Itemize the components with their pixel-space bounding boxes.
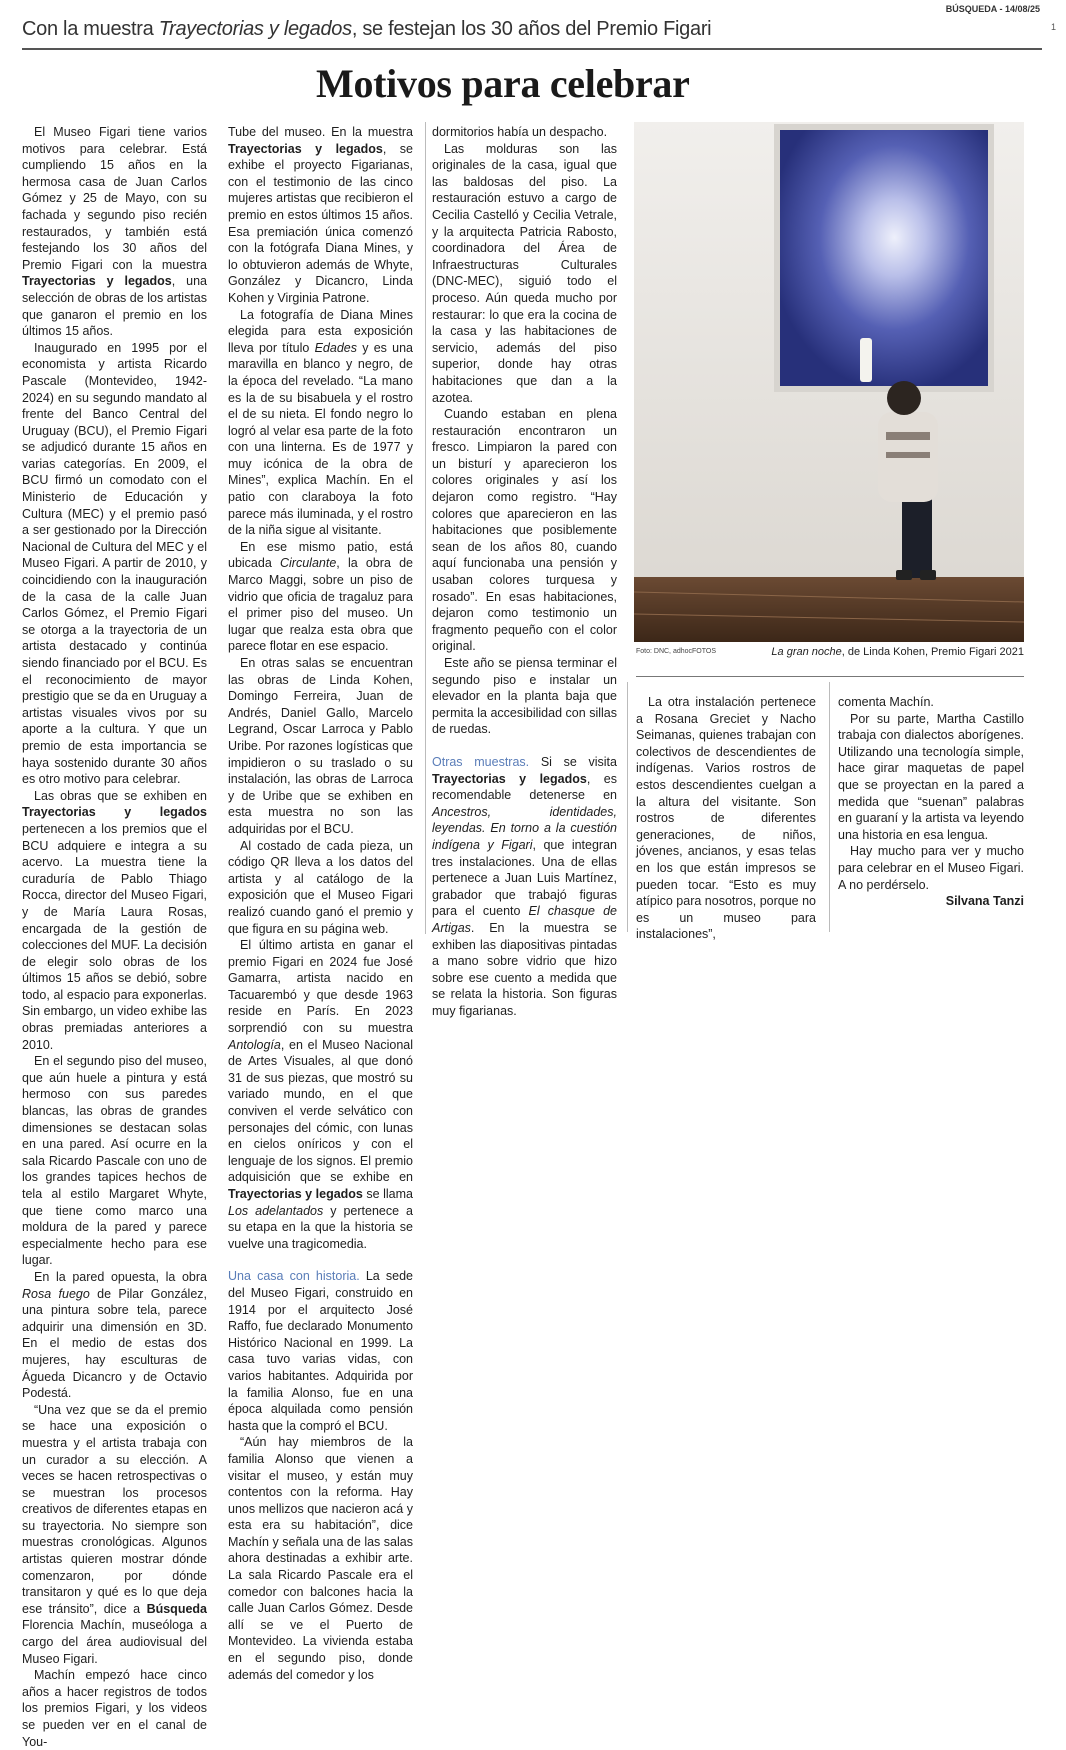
subhead: Una casa con historia. bbox=[228, 1269, 360, 1284]
paragraph: En el segundo piso del museo, que aún huele a pintura y está hermoso con sus paredes blancas, las obras de grandes dimensiones se destacan solas en una pared. Así ocurre en la sala Ricardo Pascale con uno de los grandes tapices hechos de tela al estilo Margaret Whyte, que tiene como marco una moldura de la pared y parece especialmente hecho para ese lugar. bbox=[22, 1054, 207, 1268]
corner-mark: 1 bbox=[1050, 22, 1056, 32]
paragraph: En otras salas se encuentran las obras de Linda Kohen, Domingo Ferreira, Juan de Andrés, Daniel Gallo, Marcelo Legrand, Oscar Larroca y Pablo Uribe. Por razones logísticas que impidieron o su traslado o su instalación, las obras de Larroca y de Uribe que se exhiben en esta muestra no son las adquiridas por el BCU. bbox=[228, 656, 413, 836]
column-rule bbox=[425, 122, 426, 934]
paragraph: La fotografía de Diana Mines elegida para esta exposición lleva por título Edades y es una maravilla en blanco y negro, de la época del revelado. “La mano es la de su bisabuela y el rostro el de su nieta. El fondo negro lo logró al velar esa parte de la foto con una linterna. Es de 1977 y muy icónica de la obra de Mines”, explica Machín. En el patio con claraboya la foto parece más iluminada, y el rostro de la niña sigue al visitante. bbox=[228, 307, 413, 538]
photo-caption: La gran noche, de Linda Kohen, Premio Figari 2021 bbox=[771, 646, 1024, 658]
paragraph: En la pared opuesta, la obra Rosa fuego de Pilar González, una pintura sobre tela, parece adquirir una dimensión en 3D. En el medio de estas dos mujeres, hay esculturas de Águeda Dicancro y de Octavio Podestá. bbox=[22, 1269, 208, 1401]
paragraph: dormitorios había un despacho. bbox=[432, 125, 608, 139]
paragraph: Tube del museo. En la muestra Trayectorias y legados, se exhibe el proyecto Figarianas, con el testimonio de las cinco mujeres artistas que recibieron el premio en estos últimos 15 años. Esa premiación única comenzó con la fotógrafa Diana Mines, y lo obtuvieron además de Whyte, González y Dicancro, Linda Kohen y Virginia Patrone. bbox=[228, 125, 413, 305]
column-rule bbox=[829, 682, 830, 932]
article-column-2 bbox=[228, 124, 413, 1683]
kicker bbox=[22, 18, 711, 41]
paragraph: En ese mismo patio, está ubicada Circulante, la obra de Marco Maggi, sobre un piso de vidrio que oficia de tragaluz para el primer piso del museo. Un lugar que realza esta obra que parece flotar en ese espacio. bbox=[228, 539, 413, 654]
article-photo bbox=[634, 122, 1024, 642]
article-column-1 bbox=[22, 124, 207, 1750]
kicker-em: Trayectorias y legados bbox=[158, 18, 352, 40]
paragraph: Machín empezó hace cinco años a hacer registros de todos los premios Figari, y los videos se pueden ver en el canal de You- bbox=[22, 1668, 207, 1749]
kicker-post: , se festejan los 30 años del Premio Figari bbox=[351, 18, 712, 40]
caption-rule bbox=[636, 676, 1024, 677]
kicker-rule bbox=[22, 48, 1042, 50]
article-column-5 bbox=[838, 694, 1024, 910]
paragraph: Una casa con historia. La sede del Museo Figari, construido en 1914 por el arquitecto José Raffo, fue declarado Monumento Histórico Nacional en 1999. La casa tuvo varias vidas, con varios habitantes. Adquirida por la familia Alonso, fue en una época alquilada como pensión hasta que la compró el BCU. bbox=[228, 1269, 413, 1433]
paragraph: La otra instalación pertenece a Rosana Greciet y Nacho Seimanas, quienes trabajan con colectivos de descendientes de indígenas. Varios rostros de estos descendientes cuelgan a la altura del visitante. Son rostros de diferentes generaciones, de niños, jóvenes, ancianos, y esas telas en los que están impresos se pueden tocar. “Esto es muy atípico para nosotros, porque no es un museo para instalaciones”, bbox=[636, 695, 816, 942]
paragraph: Hay mucho para ver y mucho para celebrar en el Museo Figari. A no perdérselo. bbox=[838, 844, 1024, 892]
photo-credit: Foto: DNC, adhocFOTOS bbox=[636, 648, 717, 655]
paragraph: Al costado de cada pieza, un código QR lleva a los datos del artista y al catálogo de la exposición que el Museo Figari realizó cuando ganó el premio y que figura en su página web. bbox=[228, 838, 413, 936]
kicker-pre: Con la muestra bbox=[22, 18, 159, 40]
article-column-3 bbox=[432, 124, 617, 1019]
paragraph: Este año se piensa terminar el segundo piso e instalar un elevador en la planta baja que permita la accesibilidad con sillas de ruedas. bbox=[432, 656, 617, 737]
headline: Motivos para celebrar bbox=[316, 61, 690, 106]
paragraph: Las molduras son las originales de la casa, igual que las baldosas del piso. La restauración estuvo a cargo de Cecilia Castelló y Cecilia Vetrale, y la arquitecta Patricia Rabosto, coordinadora del Área de Infraestructuras Culturales (DNC-MEC), siguió todo el proceso. Aún queda mucho por restaurar: lo que era la cocina de la casa y las habitaciones de servicio, además del piso superior, donde hay otras habitaciones que dan a la azotea. bbox=[432, 141, 617, 405]
paragraph: El Museo Figari tiene varios motivos para celebrar. Está cumpliendo 15 años en la hermosa casa de Juan Carlos Gómez y 25 de Mayo, con su fachada y segundo piso recién restaurados, y también está festejando los 30 años del Premio Figari con la muestra Trayectorias y legados, una selección de obras de los artistas que ganaron el premio en los últimos 15 años. bbox=[22, 125, 207, 339]
article-column-4 bbox=[636, 694, 816, 943]
paragraph: “Aún hay miembros de la familia Alonso que vienen a visitar el museo, y están muy contentos con la reforma. Hay unos mellizos que nacieron acá y esta era su habitación”, dice Machín y señala una de las salas ahora destinadas a exhibir arte. La sala Ricardo Pascale era el comedor con balcones hacia la calle Juan Carlos Gómez. Desde allí se ve el Puerto de Montevideo. La vivienda estaba en el segundo piso, donde además del comedor y los bbox=[228, 1435, 413, 1682]
paragraph: El último artista en ganar el premio Figari en 2024 fue José Gamarra, artista nacido en Tacuarembó y que desde 1963 reside en París. En 2023 sorprendió con su muestra Antología, en el Museo Nacional de Artes Visuales, al que donó 31 de sus piezas, que mostró su variado mundo, en el que conviven el verde selvático con personajes del cómic, con lunas en cielos oníricos y con el lenguaje de los signos. El premio adquisición que se exhibe en Trayectorias y legados se llama Los adelantados y pertenece a su etapa en la que la historia se vuelve una tragicomedia. bbox=[228, 938, 413, 1251]
paragraph: Cuando estaban en plena restauración encontraron un fresco. Limpiaron la pared con un bisturí y aparecieron los colores originales y así los dejaron como registro. “Hay colores que aparecieron en las habitaciones que posiblemente sean de los años 80, cuando aquí funcionaba una pensión y usaban colores turquesa y rosado”. En esas habitaciones, dejaron como testimonio un fragmento pequeño con el color original. bbox=[432, 407, 617, 654]
paragraph: Inaugurado en 1995 por el economista y artista Ricardo Pascale (Montevideo, 1942-2024) en su segundo mandato al frente del Banco Central del Uruguay (BCU), el Premio Figari se adjudicó durante 15 años en varias categorías. En 2009, el BCU firmó un comodato con el Ministerio de Educación y Cultura (MEC) y el premio pasó a ser gestionado por la Dirección Nacional de Cultura del MEC y el Museo Figari. A partir de 2010, y coincidiendo con la inauguración de la casa de la calle Juan Carlos Gómez, el Premio Figari se otorga a la trayectoria de un artista destacado y continúa siendo financiado por el BCU. Es el reconocimiento de mayor prestigio que se da en Uruguay a artistas visuales vivos por su aporte a la cultura. Y que un premio de esta importancia se haya sostenido durante 30 años es otro motivo para celebrar. bbox=[22, 340, 207, 787]
photo-illustration bbox=[634, 122, 1024, 642]
byline: Silvana Tanzi bbox=[945, 894, 1024, 909]
paragraph: Por su parte, Martha Castillo trabaja con dialectos aborígenes. Utilizando una tecnología simple, hace girar maquetas de papel que se proyectan en la pared a medida que “suenan” palabras en guaraní y la artista va leyendo una historia en esa lengua. bbox=[838, 711, 1024, 842]
subhead: Otras muestras. bbox=[432, 754, 530, 769]
paragraph: comenta Machín. bbox=[838, 695, 934, 709]
paragraph: Otras muestras. Si se visita Trayectorias y legados, es recomendable detenerse en Ancestros, identidades, leyendas. En torno a la cuestión indígena y Figari, que integran tres instalaciones. Una de ellas pertenece a Juan Luis Martínez, grabador que trabajó figuras para el cuento El chasque de Artigas. En la muestra se exhiben las diapositivas pintadas a mano sobre vidrio que hizo sobre ese cuento a medida que se relata la historia. Son figuras muy figarianas. bbox=[432, 754, 617, 1018]
column-rule bbox=[627, 682, 628, 932]
paragraph: Las obras que se exhiben en Trayectorias y legados pertenecen a los premios que el BCU adquiere e integra a su acervo. La muestra tiene la curaduría de Pablo Thiago Rocca, director del Museo Figari, y de María Laura Rosas, encargada de la gestión de colecciones del MUF. La decisión de elegir solo obras de los últimos 15 años se debió, sobre todo, al espacio para exponerlas. Sin embargo, un video exhibe las obras premiadas anteriores a 2010. bbox=[22, 788, 207, 1052]
paragraph: “Una vez que se da el premio se hace una exposición o muestra y el artista trabaja con un curador a su elección. A veces se hacen retrospectivas o se muestran los procesos creativos de diferentes etapas en su trayectoria. No siempre son muestras cronológicas. Algunos artistas quieren mostrar dónde comenzaron, por dónde transitaron y qué es lo que deja ese tránsito”, dice a Búsqueda Florencia Machín, museóloga a cargo del área audiovisual del Museo Figari. bbox=[22, 1402, 207, 1666]
masthead: BÚSQUEDA - 14/08/25 bbox=[945, 4, 1040, 14]
